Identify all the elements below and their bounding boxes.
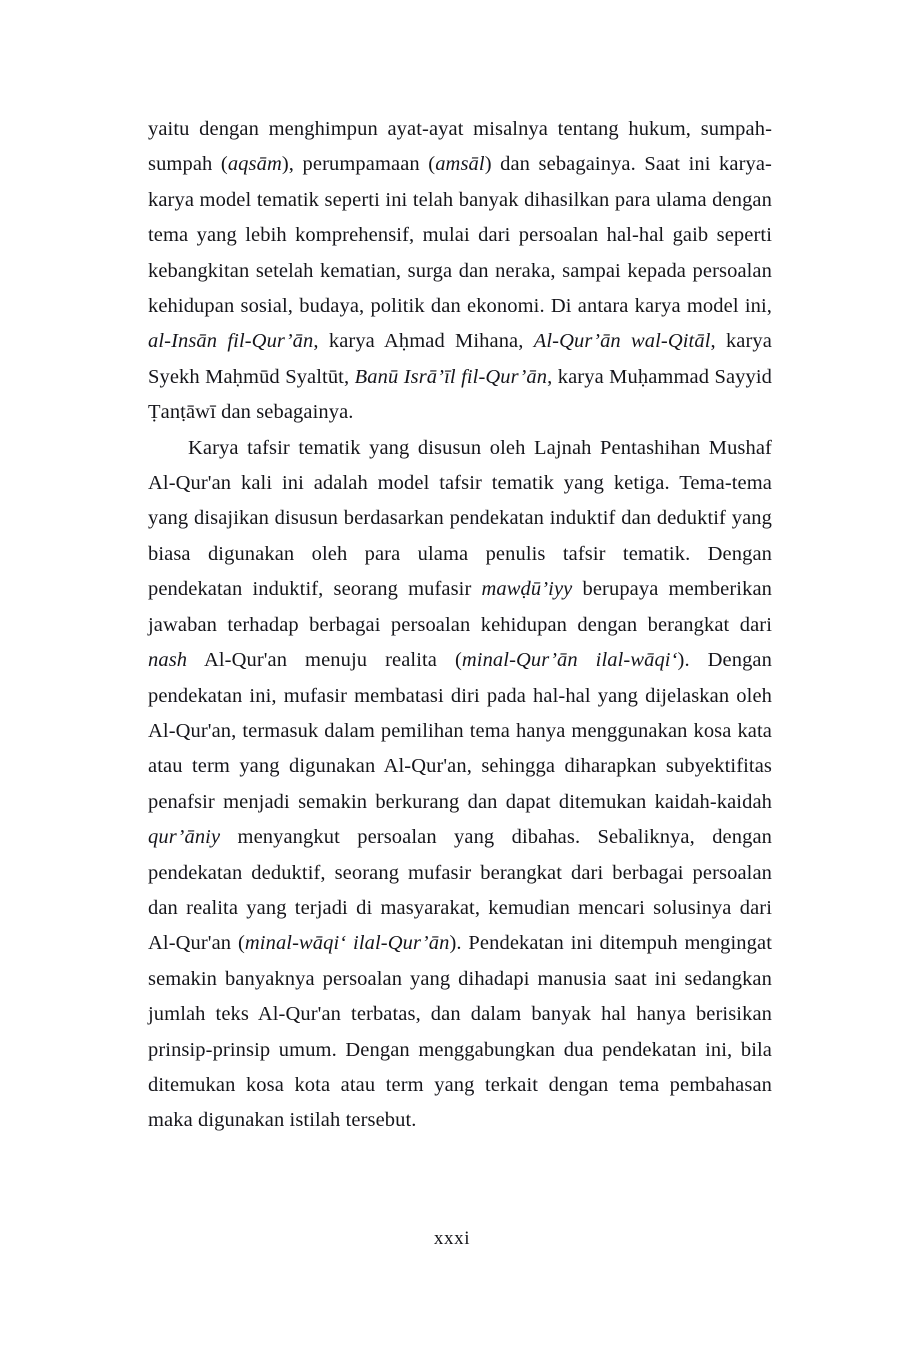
page-body-text <box>148 112 772 1139</box>
page-number: xxxi <box>433 1228 471 1249</box>
paragraph-1: yaitu dengan menghimpun ayat-ayat misalnya tentang hukum, sumpah-sumpah (aqsām), perumpamaan (amsāl) dan sebagainya. Saat ini karya-karya model tematik seperti ini telah banyak dihasilkan para ulama dengan tema yang lebih komprehensif, mulai dari persoalan hal-hal gaib seperti kebangkitan setelah kematian, surga dan neraka, sampai kepada persoalan kehidupan sosial, budaya, politik dan ekonomi. Di antara karya model ini, al-Insān fil-Qur’ān, karya Aḥmad Mihana, Al-Qur’ān wal-Qitāl, karya Syekh Maḥmūd Syaltūt, Banū Isrā’īl fil-Qur’ān, karya Muḥammad Sayyid Ṭanṭāwī dan sebagainya. <box>148 118 773 424</box>
paragraph-2: Karya tafsir tematik yang disusun oleh Lajnah Pentashihan Mushaf Al-Qur'an kali ini adalah model tafsir tematik yang ketiga. Tema-tema yang disajikan disusun berdasarkan pendekatan induktif dan deduktif yang biasa digunakan oleh para ulama penulis tafsir tematik. Dengan pendekatan induktif, seorang mufasir mawḍū’iyy berupaya memberikan jawaban terhadap berbagai persoalan kehidupan dengan berangkat dari nash Al-Qur'an menuju realita (minal-Qur’ān ilal-wāqi‘). Dengan pendekatan ini, mufasir membatasi diri pada hal-hal yang dijelaskan oleh Al-Qur'an, termasuk dalam pemilihan tema hanya menggunakan kosa kata atau term yang digunakan Al-Qur'an, sehingga diharapkan subyektifitas penafsir menjadi semakin berkurang dan dapat ditemukan kaidah-kaidah qur’āniy menyangkut persoalan yang dibahas. Sebaliknya, dengan pendekatan deduktif, seorang mufasir berangkat dari berbagai persoalan dan realita yang terjadi di masyarakat, kemudian mencari solusinya dari Al-Qur'an (minal-wāqi‘ ilal-Qur’ān). Pendekatan ini ditempuh mengingat semakin banyaknya persoalan yang dihadapi manusia saat ini sedangkan jumlah teks Al-Qur'an terbatas, dan dalam banyak hal hanya berisikan prinsip-prinsip umum. Dengan menggabungkan dua pendekatan ini, bila ditemukan kosa kota atau term yang terkait dengan tema pembahasan maka digunakan istilah tersebut. <box>148 436 772 1132</box>
